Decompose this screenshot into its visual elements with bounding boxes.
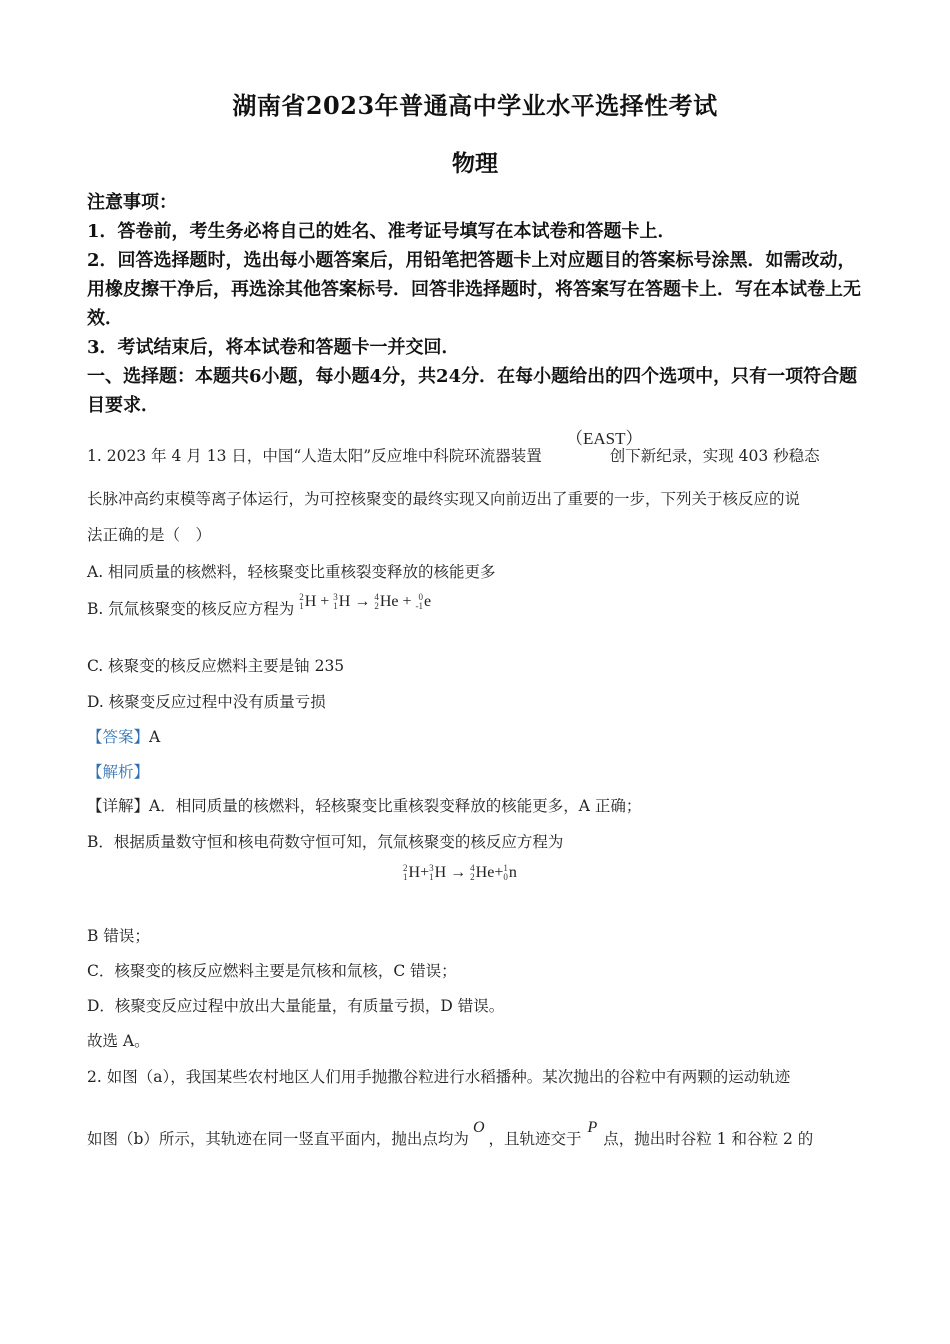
q1-line-1: [87, 444, 820, 466]
detail-line-c: C．核聚变的核反应燃料主要是氘核和氚核，C 错误；: [87, 962, 457, 980]
q1-option-a: A. 相同质量的核燃料，轻核聚变比重核裂变释放的核能更多: [87, 563, 496, 581]
notice-heading: 注意事项：: [87, 192, 177, 213]
q1-option-c: C. 核聚变的核反应燃料主要是铀 235: [87, 657, 345, 675]
equation-b: 2 1 H + 3 1 H → 4 2 He + 0 -1 e: [299, 592, 432, 612]
equation-correct: 2 1 H+ 3 1 H → 4 2 He+ 1 0 n: [403, 863, 517, 883]
arrow-icon: →: [450, 864, 467, 881]
nuclide-helium: 4 2 He: [374, 592, 399, 612]
detail-line-d: D．核聚变反应过程中放出大量能量，有质量亏损，D 错误。: [87, 997, 505, 1015]
nuclide-deuterium: 2 1 H: [403, 863, 421, 883]
choose-line: 故选 A。: [87, 1032, 150, 1050]
notice-item-3: 3．考试结束后，将本试卷和答题卡一并交回．: [87, 337, 460, 358]
section-heading: 一、选择题：本题共6小题，每小题4分，共24分．在每小题给出的四个选项中，只有一项符合题目要求．: [87, 366, 858, 416]
q1-line-1a: 1. 2023 年 4 月 13 日，中国“人造太阳”反应堆中科院环流器装置: [87, 447, 542, 465]
east-label: （EAST）: [566, 429, 643, 448]
notice-block: [87, 188, 867, 420]
q2-line-2c: 点，抛出时谷粒 1 和谷粒 2 的: [603, 1130, 814, 1148]
q1-line-1b: 创下新纪录，实现 403 秒稳态: [609, 447, 820, 465]
q2-line-1: 2. 如图（a），我国某些农村地区人们用手抛撒谷粒进行水稻播种。某次抛出的谷粒中有两颗的运动轨迹: [87, 1068, 791, 1086]
answer-line: [87, 725, 160, 747]
detail-line-b: B．根据质量数守恒和核电荷数守恒可知，氘氚核聚变的核反应方程为: [87, 833, 564, 851]
arrow-icon: →: [354, 593, 371, 610]
q1-option-d: D. 核聚变反应过程中没有质量亏损: [87, 693, 326, 711]
nuclide-deuterium: 2 1 H: [299, 592, 317, 612]
nuclide-tritium: 3 1 H: [333, 592, 351, 612]
analysis-tag: 【解析】: [87, 763, 150, 781]
nuclide-tritium: 3 1 H: [429, 863, 447, 883]
point-o: O: [472, 1119, 485, 1136]
q2-line-2a: 如图（b）所示，其轨迹在同一竖直平面内，抛出点均为: [87, 1130, 469, 1148]
analysis-line: [87, 760, 149, 782]
detail-b-wrong: B 错误；: [87, 927, 150, 945]
detail-a-text: A．相同质量的核燃料，轻核聚变比重核裂变释放的核能更多，A 正确；: [149, 797, 642, 815]
exam-title: 湖南省2023年普通高中学业水平选择性考试: [232, 91, 718, 120]
notice-item-2: 2．回答选择题时，选出每小题答案后，用铅笔把答题卡上对应题目的答案标号涂黑．如需改动，用橡皮擦干净后，再选涂其他答案标号．回答非选择题时，将答案写在答题卡上．写在本试卷上无效．: [87, 250, 861, 329]
notice-item-1: 1．答卷前，考生务必将自己的姓名、准考证号填写在本试卷和答题卡上．: [87, 221, 676, 242]
q1-option-b: [87, 592, 432, 619]
q1-option-b-text: B. 氘氚核聚变的核反应方程为: [87, 600, 295, 618]
detail-tag: 【详解】: [87, 797, 150, 815]
point-p: P: [587, 1119, 598, 1136]
answer-value: A: [149, 728, 161, 746]
subject-title: 物理: [452, 150, 498, 177]
q2-line-2: [87, 1119, 814, 1149]
nuclide-neutron: 1 0 n: [503, 863, 517, 883]
nuclide-electron: 0 -1 e: [415, 592, 432, 612]
nuclide-helium: 4 2 He: [470, 863, 495, 883]
q1-line-2: 长脉冲高约束模等离子体运行，为可控核聚变的最终实现又向前迈出了重要的一步，下列关于核反应的说: [87, 490, 801, 508]
answer-tag: 【答案】: [87, 728, 150, 746]
q1-line-3: 法正确的是（ ）: [87, 526, 212, 544]
q2-line-2b: ，且轨迹交于: [488, 1130, 582, 1148]
detail-line-a: [87, 794, 641, 816]
